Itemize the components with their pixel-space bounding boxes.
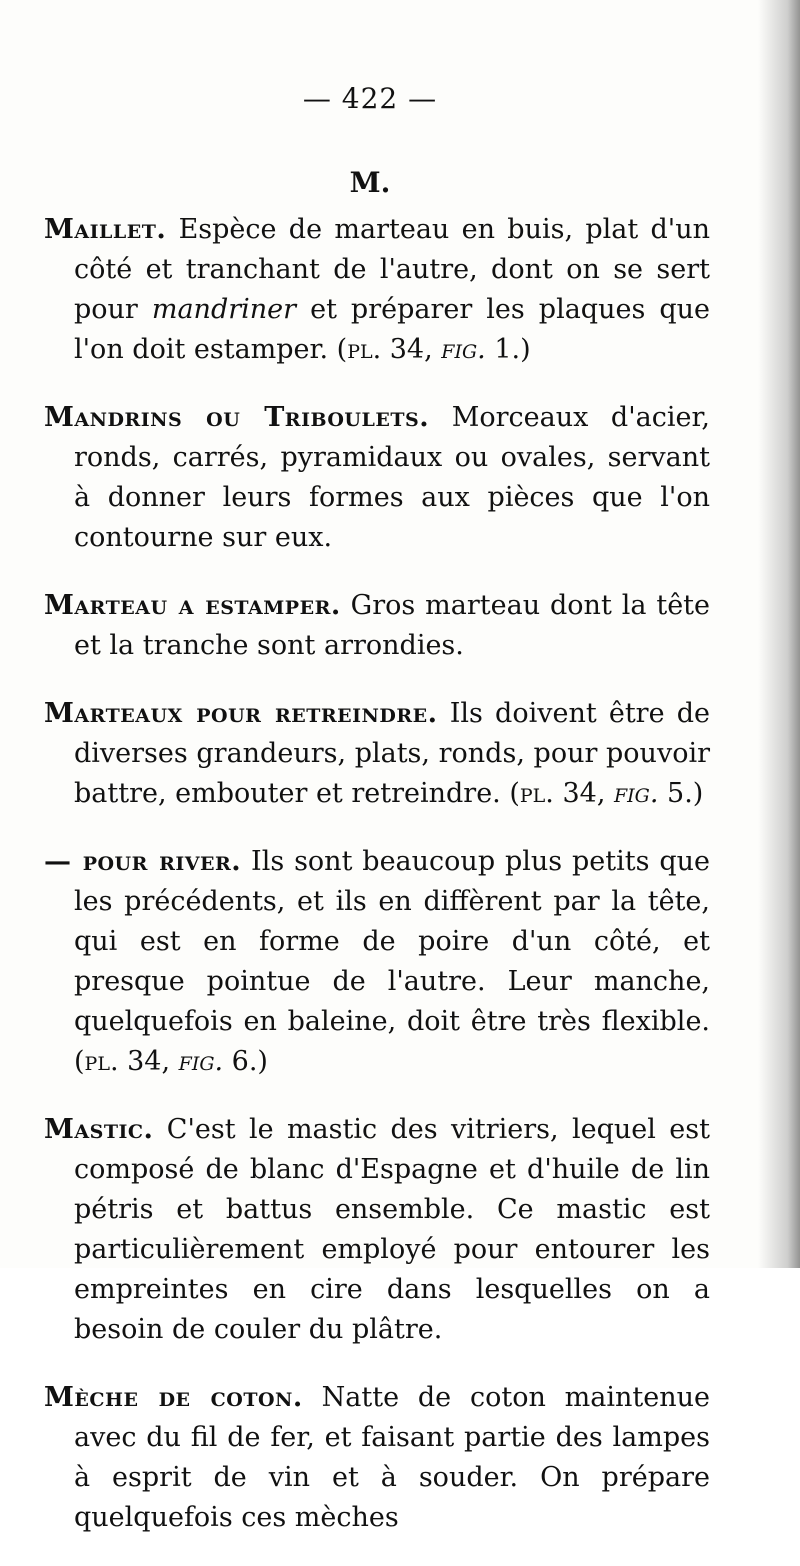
entry-term: — pour river. [44, 846, 242, 877]
plate-reference: pl. 34, fig. 5.) [519, 778, 704, 809]
entry-text: Ils doivent être de diverses grandeurs, plats, ronds, pour pouvoir battre, embouter et retreindre. ( [74, 698, 711, 809]
page-number: — 422 — [302, 82, 438, 115]
entry-maillet [44, 210, 710, 370]
entry-meche-de-coton [44, 1378, 710, 1538]
entry-term: Maillet. [44, 214, 167, 245]
entry-term: Marteau a estamper. [44, 590, 341, 621]
entry-text: Natte de coton maintenue avec du fil de fer, et faisant partie des lampes à esprit de vin et à souder. On prépare quelquefois ces mèches [74, 1382, 710, 1533]
entry-term: Mèche de coton. [44, 1382, 303, 1413]
entry-text: Morceaux d'acier, ronds, carrés, pyramidaux ou ovales, servant à donner leurs formes aux pièces que l'on contourne sur eux. [74, 402, 710, 553]
entry-term: Mastic. [44, 1114, 154, 1145]
plate-reference: pl. 34, fig. 6.) [84, 1046, 268, 1077]
entry-marteau-a-estamper [44, 586, 710, 666]
entry-text: Espèce de marteau en buis, plat d'un côté et tranchant de l'autre, dont on se sert pour [74, 214, 710, 325]
entry-text: C'est le mastic des vitriers, lequel est composé de blanc d'Espagne et d'huile de lin pétris et battus ensemble. Ce mastic est particulièrement employé pour entourer les empreintes en cire dans lesquelles on a besoin de couler du plâtre. [74, 1114, 710, 1345]
entry-term: Marteaux pour retreindre. [44, 698, 438, 729]
entry-text: Gros marteau dont la tête et la tranche sont arrondies. [74, 590, 711, 661]
glossary-entries [44, 210, 710, 1566]
entry-term: Mandrins ou Triboulets. [44, 402, 430, 433]
entry-mastic [44, 1110, 710, 1350]
entry-pour-river [44, 842, 710, 1082]
section-letter: M. [349, 166, 391, 199]
entry-text: Ils sont beaucoup plus petits que les précédents, et ils en diffèrent par la tête, qui est en forme de poire d'un côté, et presque pointue de l'autre. Leur manche, quelquefois en baleine, doit être très flexible. ( [74, 846, 710, 1077]
entry-marteaux-pour-retreindre [44, 694, 710, 814]
page-edge-shadow [758, 0, 800, 1268]
entry-mandrins [44, 398, 710, 558]
plate-reference: pl. 34, fig. 1.) [347, 334, 531, 365]
entry-text: et préparer les plaques que l'on doit estamper. ( [74, 294, 710, 365]
entry-italic: mandriner [151, 294, 297, 325]
